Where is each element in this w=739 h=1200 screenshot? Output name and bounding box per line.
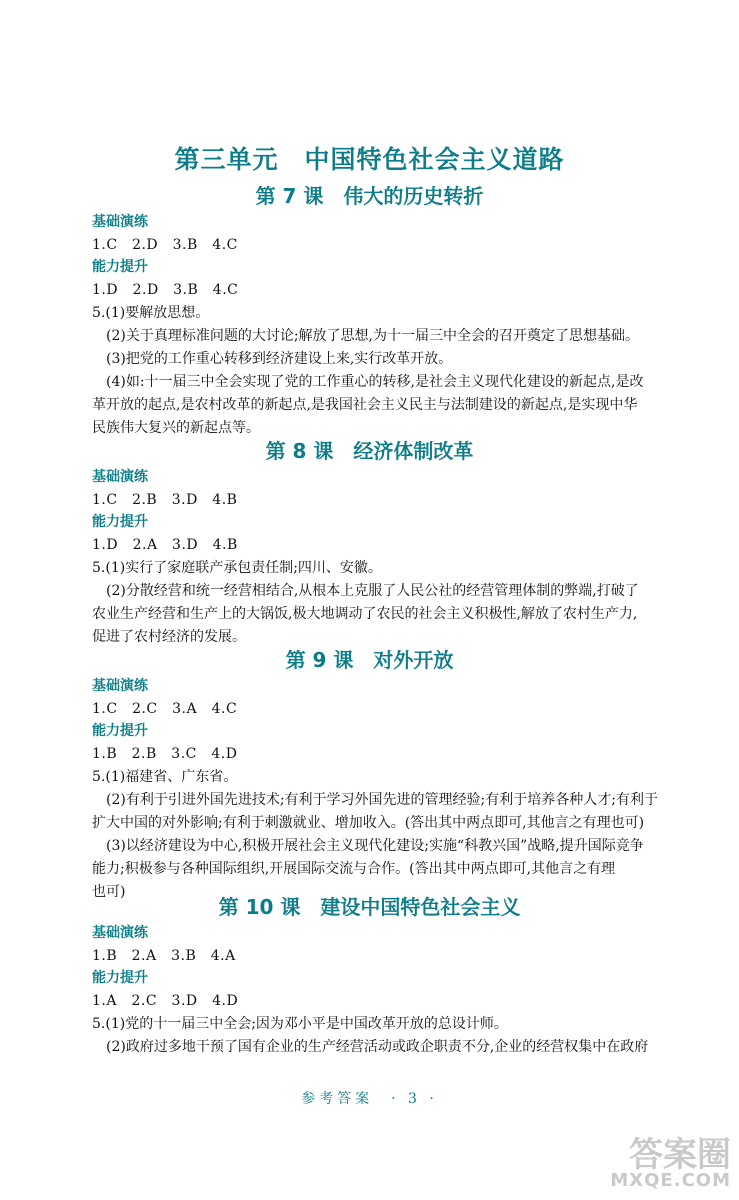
answer-line: 农业生产经营和生产上的大锅饭,极大地调动了农民的社会主义积极性,解放了农村生产力, — [92, 606, 638, 622]
answers-ability: 1.D 2.A 3.D 4.B — [92, 537, 238, 553]
answer-line: (3)以经济建设为中心,积极开展社会主义现代化建设;实施“科教兴国”战略,提升国际竞争 — [106, 838, 644, 854]
answer-line: 革开放的起点,是农村改革的新起点,是我国社会主义民主与法制建设的新起点,是实现中华 — [92, 397, 638, 413]
page-footer: 参考答案 · 3 · — [301, 1091, 438, 1107]
answer-line: 5.(1)实行了家庭联产承包责任制;四川、安徽。 — [92, 560, 382, 576]
answer-line: 促进了农村经济的发展。 — [92, 629, 246, 645]
answer-line: 扩大中国的对外影响;有利于刺激就业、增加收入。(答出其中两点即可,其他言之有理也可) — [92, 815, 645, 831]
answer-line: (2)有利于引进外国先进技术;有利于学习外国先进的管理经验;有利于培养各种人才;有利于 — [106, 792, 658, 808]
watermark-logo — [610, 1135, 731, 1191]
lesson-title: 第 9 课 对外开放 — [285, 648, 454, 672]
section-label-basic: 基础演练 — [92, 214, 148, 230]
answer-line: (2)分散经营和统一经营相结合,从根本上克服了人民公社的经营管理体制的弊端,打破了 — [106, 583, 639, 599]
answer-line: 5.(1)要解放思想。 — [92, 305, 210, 321]
answers-ability: 1.B 2.B 3.C 4.D — [92, 746, 238, 762]
answer-line: (3)把党的工作重心转移到经济建设上来,实行改革开放。 — [106, 351, 453, 367]
section-label-ability: 能力提升 — [92, 970, 148, 986]
lesson-title: 第 7 课 伟大的历史转折 — [255, 184, 484, 208]
watermark-text: 答案圈 — [629, 1135, 731, 1175]
answers-basic: 1.C 2.C 3.A 4.C — [92, 701, 238, 717]
section-label-ability: 能力提升 — [92, 514, 148, 530]
watermark-domain: MXQE.COM — [610, 1170, 731, 1191]
answers-basic: 1.C 2.B 3.D 4.B — [92, 492, 238, 508]
answers-ability: 1.A 2.C 3.D 4.D — [92, 993, 239, 1009]
answer-line: 能力;积极参与各种国际组织,开展国际交流与合作。(答出其中两点即可,其他言之有理 — [92, 861, 616, 877]
answer-line: (4)如:十一届三中全会实现了党的工作重心的转移,是社会主义现代化建设的新起点,是改 — [106, 374, 644, 390]
section-label-basic: 基础演练 — [92, 925, 148, 941]
answer-line: 5.(1)党的十一届三中全会;因为邓小平是中国改革开放的总设计师。 — [92, 1016, 508, 1032]
answers-ability: 1.D 2.D 3.B 4.C — [92, 282, 239, 298]
answers-basic: 1.C 2.D 3.B 4.C — [92, 237, 238, 253]
section-label-basic: 基础演练 — [92, 678, 148, 694]
answer-line: (2)政府过多地干预了国有企业的生产经营活动或政企职责不分,企业的经营权集中在政府 — [106, 1039, 649, 1055]
answer-line: 也可) — [92, 884, 126, 900]
unit-title: 第三单元 中国特色社会主义道路 — [174, 145, 565, 174]
answer-line: 民族伟大复兴的新起点等。 — [92, 420, 260, 436]
answer-line: 5.(1)福建省、广东省。 — [92, 769, 238, 785]
answers-basic: 1.B 2.A 3.B 4.A — [92, 948, 236, 964]
lesson-title: 第 10 课 建设中国特色社会主义 — [218, 895, 521, 919]
section-label-ability: 能力提升 — [92, 723, 148, 739]
lesson-title: 第 8 课 经济体制改革 — [265, 439, 474, 463]
answer-line: (2)关于真理标准问题的大讨论;解放了思想,为十一届三中全会的召开奠定了思想基础。 — [106, 328, 639, 344]
section-label-basic: 基础演练 — [92, 469, 148, 485]
section-label-ability: 能力提升 — [92, 259, 148, 275]
